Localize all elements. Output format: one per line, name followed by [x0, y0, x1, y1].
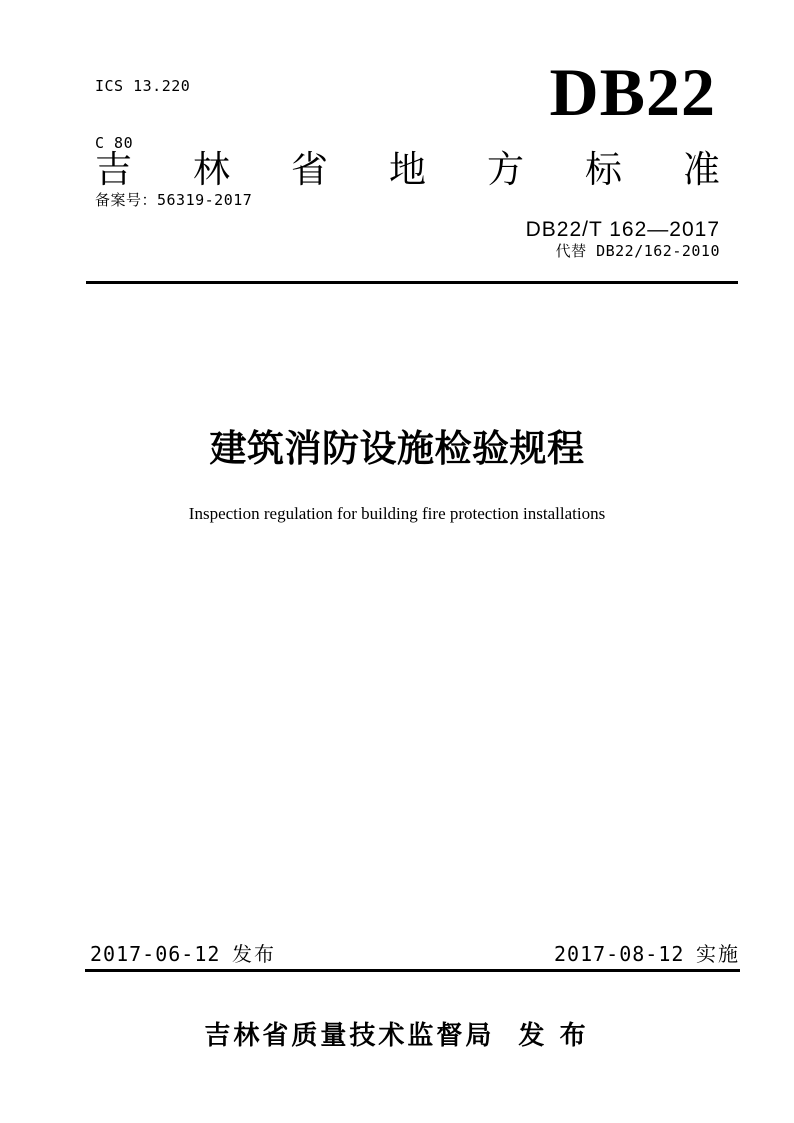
- title-english: Inspection regulation for building fire protection installations: [188, 504, 606, 523]
- issue-verb: 发 布: [518, 1020, 590, 1050]
- category-code: C 80: [95, 134, 134, 152]
- bottom-rule: [85, 969, 740, 972]
- ics-block: [95, 39, 252, 248]
- record-number: 备案号：56319-2017: [95, 191, 253, 209]
- implementation-date-label: 实施: [696, 944, 740, 966]
- standard-code: DB22/T 162—2017: [525, 218, 720, 241]
- ics-code: ICS 13.220: [95, 77, 191, 95]
- db-logo: DB22: [549, 54, 716, 130]
- issuer-name: 吉林省质量技术监督局: [204, 1020, 495, 1050]
- replaces-note: 代替 DB22/162-2010: [555, 242, 720, 260]
- implementation-date: [554, 941, 740, 968]
- issue-date-label: 发布: [231, 944, 276, 966]
- publisher-row: [0, 1018, 794, 1052]
- top-rule: [86, 281, 738, 284]
- standard-name-row: 吉林省地方标准: [95, 149, 720, 190]
- implementation-date-value: 2017-08-12: [554, 942, 685, 966]
- issue-date-value: 2017-06-12: [90, 942, 221, 966]
- issue-date: [90, 941, 276, 968]
- title-chinese: 建筑消防设施检验规程: [209, 428, 585, 469]
- dates-row: [90, 941, 740, 968]
